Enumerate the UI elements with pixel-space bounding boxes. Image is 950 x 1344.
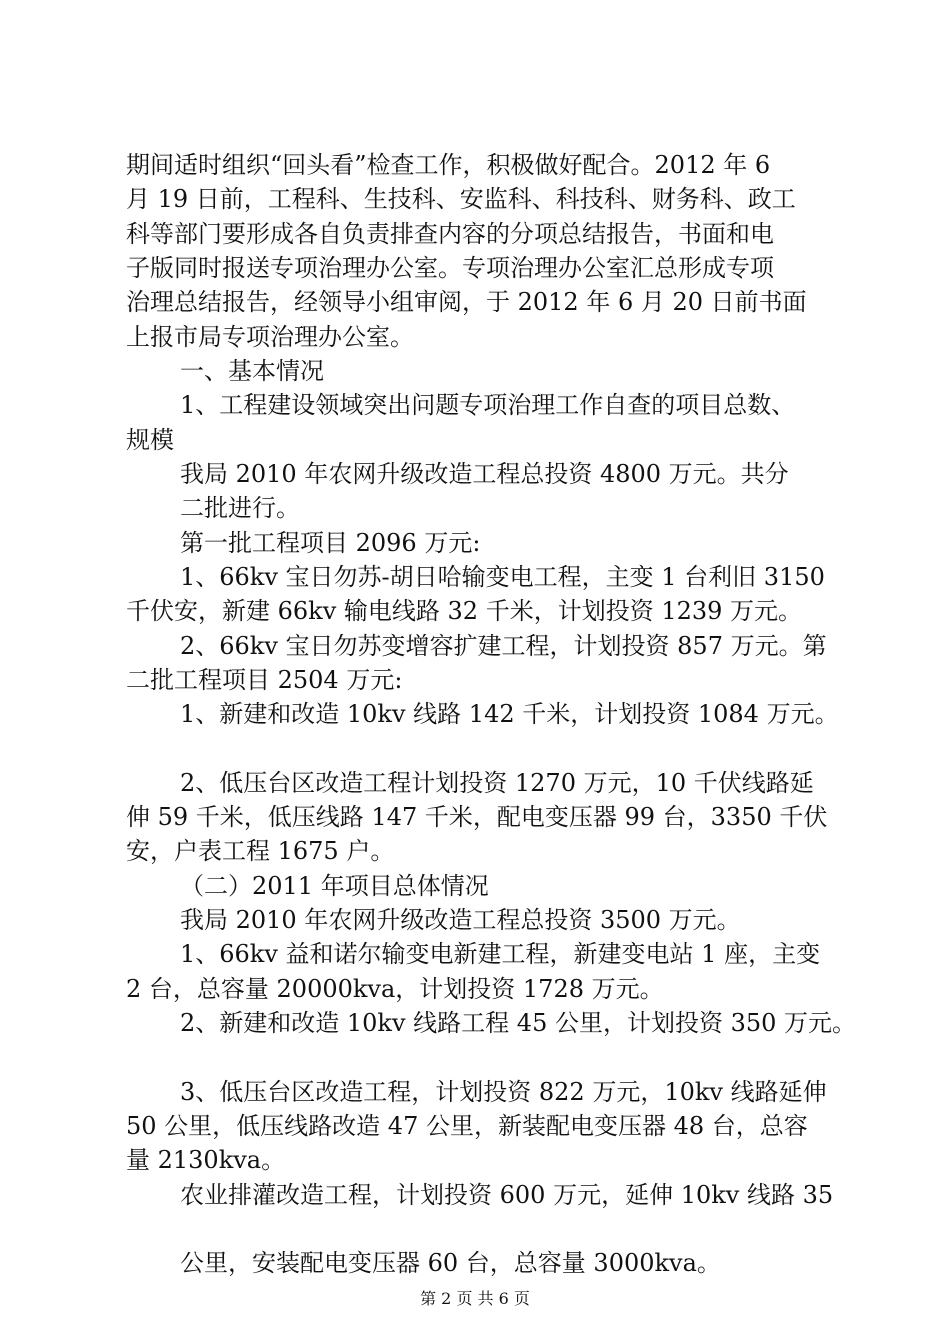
body-line: 50 公里，低压线路改造 47 公里，新装配电变压器 48 台，总容 — [126, 1112, 808, 1140]
body-line: 量 2130kva。 — [126, 1146, 286, 1174]
page-number-footer: 第 2 页 共 6 页 — [420, 1289, 530, 1308]
body-line: 期间适时组织“回头看”检查工作，积极做好配合。2012 年 6 — [126, 151, 771, 179]
body-line: 二批进行。 — [180, 494, 300, 522]
body-line: 规模 — [126, 426, 174, 454]
body-line: 子版同时报送专项治理办公室。专项治理办公室汇总形成专项 — [126, 254, 774, 282]
body-line: 1、66kv 宝日勿苏-胡日哈输变电工程，主变 1 台利旧 3150 — [180, 563, 825, 591]
body-line: 治理总结报告，经领导小组审阅，于 2012 年 6 月 20 日前书面 — [126, 288, 807, 316]
body-line: 1、工程建设领域突出问题专项治理工作自查的项目总数、 — [180, 391, 796, 419]
body-line: 第一批工程项目 2096 万元: — [180, 529, 481, 557]
body-line: 月 19 日前，工程科、生技科、安监科、科技科、财务科、政工 — [126, 185, 796, 213]
body-line: 2 台，总容量 20000kva，计划投资 1728 万元。 — [126, 975, 664, 1003]
section-heading: （二）2011 年项目总体情况 — [180, 872, 489, 900]
section-heading: 一、基本情况 — [180, 357, 324, 385]
body-line: 二批工程项目 2504 万元: — [126, 666, 403, 694]
body-line: 1、新建和改造 10kv 线路 142 千米，计划投资 1084 万元。 — [180, 700, 839, 728]
body-line: 1、66kv 益和诺尔输变电新建工程，新建变电站 1 座，主变 — [180, 940, 821, 968]
body-line: 公里，安装配电变压器 60 台，总容量 3000kva。 — [180, 1249, 721, 1277]
body-line: 伸 59 千米，低压线路 147 千米，配电变压器 99 台，3350 千伏 — [126, 803, 828, 831]
body-line: 2、低压台区改造工程计划投资 1270 万元，10 千伏线路延 — [180, 769, 814, 797]
body-line: 我局 2010 年农网升级改造工程总投资 4800 万元。共分 — [180, 460, 789, 488]
body-line: 科等部门要形成各自负责排查内容的分项总结报告，书面和电 — [126, 220, 774, 248]
body-line: 上报市局专项治理办公室。 — [126, 323, 414, 351]
body-line: 农业排灌改造工程，计划投资 600 万元，延伸 10kv 线路 35 — [180, 1181, 834, 1209]
body-line: 我局 2010 年农网升级改造工程总投资 3500 万元。 — [180, 906, 741, 934]
body-line: 千伏安，新建 66kv 输电线路 32 千米，计划投资 1239 万元。 — [126, 597, 803, 625]
body-line: 3、低压台区改造工程，计划投资 822 万元，10kv 线路延伸 — [180, 1078, 827, 1106]
body-line: 2、66kv 宝日勿苏变增容扩建工程，计划投资 857 万元。第 — [180, 632, 827, 660]
body-line: 2、新建和改造 10kv 线路工程 45 公里，计划投资 350 万元。 — [180, 1009, 857, 1037]
body-line: 安，户表工程 1675 户。 — [126, 837, 395, 865]
